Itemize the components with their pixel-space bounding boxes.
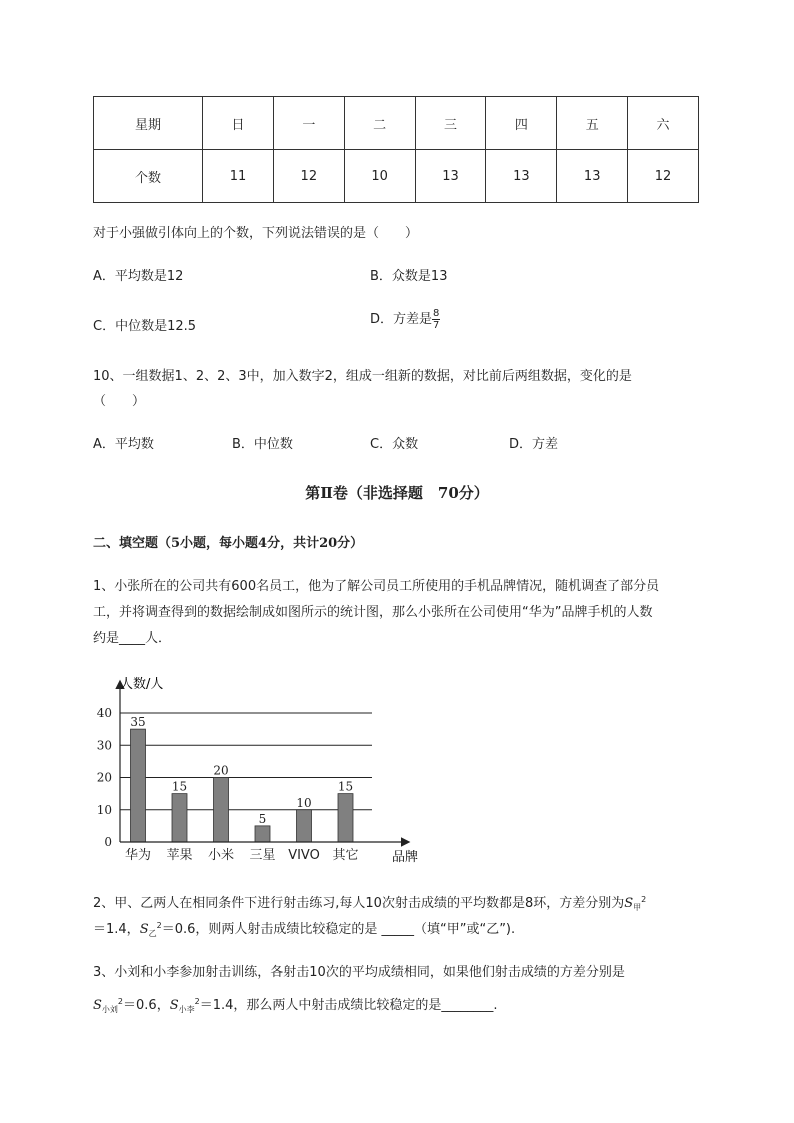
q9-option-d [370, 308, 440, 331]
bar-value-label: 15 [171, 779, 188, 794]
bar-value-label: 10 [296, 795, 312, 810]
q2-line1-text: 2、甲、乙两人在相同条件下进行射击练习,每人10次射击成绩的平均数都是8环，方差分别为 [93, 896, 625, 911]
q9-option-c: C．中位数是12.5 [93, 319, 197, 334]
table-day: 日 [203, 97, 274, 150]
table-count: 13 [415, 150, 486, 203]
q3-val-liu: ＝0.6 [123, 998, 157, 1013]
bar-value-label: 15 [337, 779, 354, 794]
table-row-counts [94, 150, 699, 203]
q3-sub-li: 小李 [178, 1005, 195, 1014]
brand-bar-chart [90, 670, 440, 870]
table-count: 13 [486, 150, 557, 203]
bar [131, 729, 146, 842]
bar [297, 810, 312, 842]
table-row-days [94, 97, 699, 150]
q10-option-d: D．方差 [509, 437, 559, 452]
table-row-label: 个数 [94, 150, 203, 203]
q10-option-a: A．平均数 [93, 437, 154, 452]
q1-line2: 工，并将调查得到的数据绘制成如图所示的统计图，那么小张所在公司使用“华为”品牌手机的人数 [93, 605, 653, 620]
table-header-label: 星期 [94, 97, 203, 150]
q3-sup-li: 2 [194, 997, 200, 1006]
q3-sup-liu: 2 [117, 997, 123, 1006]
table-day: 四 [486, 97, 557, 150]
x-tick-label: 其它 [332, 848, 359, 863]
y-tick-label: 10 [96, 802, 112, 817]
q3-sub-liu: 小刘 [101, 1005, 118, 1014]
y-tick-label: 20 [96, 770, 112, 785]
q10-option-b: B．中位数 [232, 437, 293, 452]
bar [255, 826, 270, 842]
q10-option-c: C．众数 [370, 437, 419, 452]
x-tick-label: VIVO [288, 848, 320, 863]
fraction-denominator: 7 [433, 320, 440, 331]
q9-option-a: A．平均数是12 [93, 269, 184, 284]
table-count: 12 [628, 150, 699, 203]
y-axis-label: 人数/人 [120, 677, 164, 692]
q10-stem-line1: 10、一组数据1、2、2、3中，加入数字2，组成一组新的数据，对比前后两组数据，变化的是 [93, 369, 632, 384]
q2-sub-jia: 甲 [633, 903, 642, 912]
section2-heading: 二、填空题（5小题，每小题4分，共计20分） [93, 536, 364, 551]
bar-value-label: 20 [213, 763, 229, 778]
bar [338, 794, 353, 842]
q9-option-d-prefix: D．方差是 [370, 312, 433, 327]
q2-line2-b: ＝0.6，则两人射击成绩比较稳定的是 _____（填“甲”或“乙”). [161, 922, 516, 937]
table-day: 三 [415, 97, 486, 150]
bar [172, 794, 187, 842]
x-axis-label: 品牌 [392, 850, 419, 865]
fraction-numerator: 8 [433, 308, 440, 319]
q3-line1: 3、小刘和小李参加射击训练，各射击10次的平均成绩相同，如果他们射击成绩的方差分别是 [93, 965, 625, 980]
table-day: 六 [628, 97, 699, 150]
part2-title: 第Ⅱ卷（非选择题 70分） [305, 484, 489, 502]
y-tick-label: 0 [104, 835, 112, 849]
table-day: 一 [273, 97, 344, 150]
q3-line2: $S_{小刘}^2=0.6$，$S_{小李}^2=1.4$，那么两人中射击成绩比较稳定的是________. [93, 997, 498, 1014]
table-count: 10 [344, 150, 415, 203]
y-tick-label: 30 [96, 738, 112, 753]
q1-line1: 1、小张所在的公司共有600名员工，他为了解公司员工所使用的手机品牌情况，随机调查了部分员 [93, 579, 660, 594]
x-tick-label: 小米 [207, 848, 235, 863]
q3-val-li: ＝1.4 [199, 998, 234, 1013]
q2-sup-yi: 2 [156, 921, 162, 930]
q9-option-b: B．众数是13 [370, 269, 448, 284]
pullup-table [93, 96, 699, 203]
q2-s-jia: S [624, 896, 634, 911]
q3-s-li: S [169, 998, 179, 1013]
q9-fraction [432, 308, 440, 331]
y-tick-label: 40 [96, 706, 112, 720]
table-count: 12 [273, 150, 344, 203]
q2-line2-a: ＝1.4， [93, 922, 140, 937]
table-day: 五 [557, 97, 628, 150]
table-day: 二 [344, 97, 415, 150]
x-tick-label: 苹果 [166, 848, 193, 863]
bar-value-label: 5 [258, 811, 267, 826]
q9-stem: 对于小强做引体向上的个数，下列说法错误的是（ ） [93, 226, 419, 241]
q3-line2-tail: ，那么两人中射击成绩比较稳定的是________. [233, 998, 498, 1013]
x-tick-label: 三星 [249, 848, 276, 863]
table-count: 13 [557, 150, 628, 203]
q2-line1 [93, 892, 646, 913]
q3-s-liu: S [93, 998, 102, 1013]
q1-line3: 约是____人． [93, 631, 172, 646]
q2-line2 [93, 918, 515, 939]
table-count: 11 [203, 150, 274, 203]
bar [214, 778, 229, 843]
x-tick-label: 华为 [124, 848, 152, 863]
q2-sup-jia: 2 [641, 895, 647, 904]
bar-value-label: 35 [130, 715, 146, 730]
q10-stem-line2: （ ） [93, 394, 146, 409]
q2-sub-yi: 乙 [148, 929, 157, 938]
q2-s-yi: S [139, 922, 149, 937]
